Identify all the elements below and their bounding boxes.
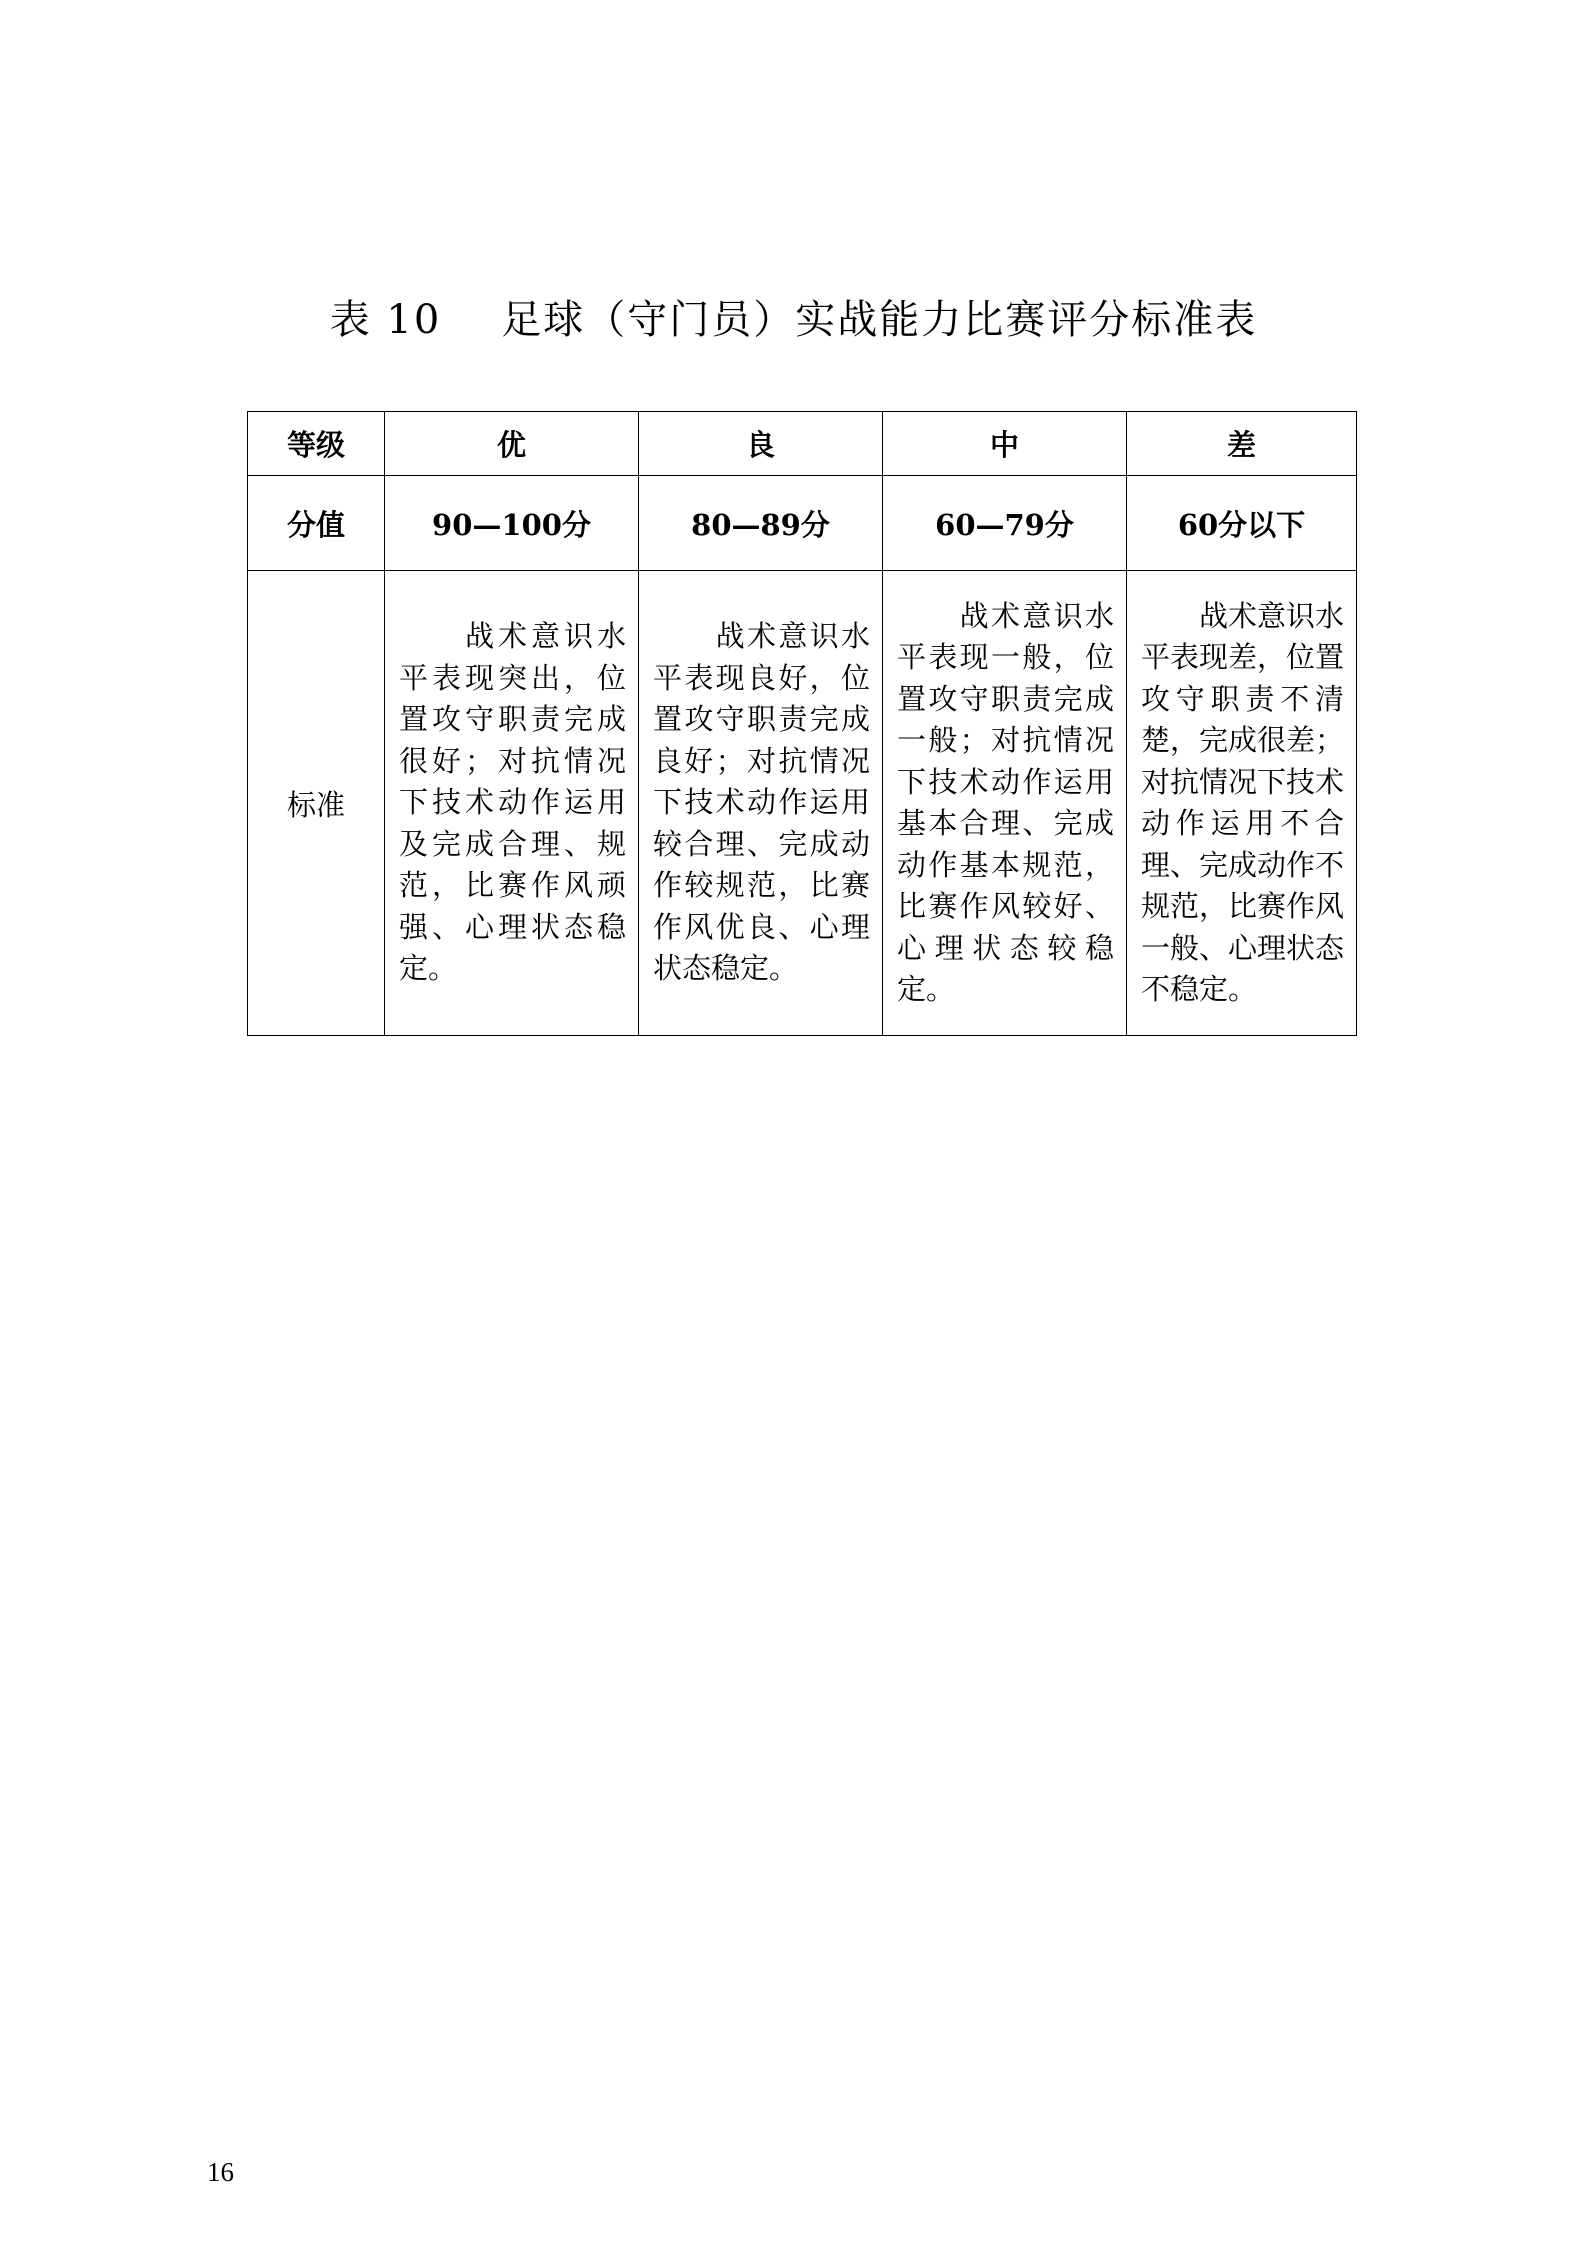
standard-poor-cell (1127, 571, 1357, 1036)
score-poor: 60分以下 (1127, 476, 1357, 571)
grading-table (247, 411, 1357, 1036)
table-row (248, 476, 1357, 571)
table-title-text: 足球（守门员）实战能力比赛评分标准表 (501, 297, 1258, 343)
standard-excellent-cell (385, 571, 639, 1036)
grade-header-label: 等级 (248, 412, 385, 476)
table-number: 表 10 (329, 297, 442, 343)
standard-average: 战术意识水平表现一般，位置攻守职责完成一般；对抗情况下技术动作运用基本合理、完成动作基本规范，比赛作风较好、心理状态较稳定。 (897, 598, 1114, 1006)
standard-poor: 战术意识水平表现差，位置攻守职责不清楚，完成很差；对抗情况下技术动作运用不合理、完成动作不规范，比赛作风一般、心理状态不稳定。 (1141, 598, 1345, 1006)
standard-label: 标准 (248, 571, 385, 1036)
standard-average-cell (883, 571, 1127, 1036)
grade-poor: 差 (1127, 412, 1357, 476)
table-row (248, 571, 1357, 1036)
standard-good-cell (639, 571, 883, 1036)
grade-excellent: 优 (385, 412, 639, 476)
grade-average: 中 (883, 412, 1127, 476)
score-average: 60—79分 (883, 476, 1127, 571)
standard-excellent: 战术意识水平表现突出，位置攻守职责完成很好；对抗情况下技术动作运用及完成合理、规范，比赛作风顽强、心理状态稳定。 (399, 619, 626, 986)
table-title (0, 288, 1587, 345)
score-good: 80—89分 (639, 476, 883, 571)
page-number: 16 (207, 2157, 234, 2187)
score-label: 分值 (248, 476, 385, 571)
standard-good: 战术意识水平表现良好，位置攻守职责完成良好；对抗情况下技术动作运用较合理、完成动作较规范，比赛作风优良、心理状态稳定。 (653, 619, 870, 986)
table-row (248, 412, 1357, 476)
grade-good: 良 (639, 412, 883, 476)
score-excellent: 90—100分 (385, 476, 639, 571)
